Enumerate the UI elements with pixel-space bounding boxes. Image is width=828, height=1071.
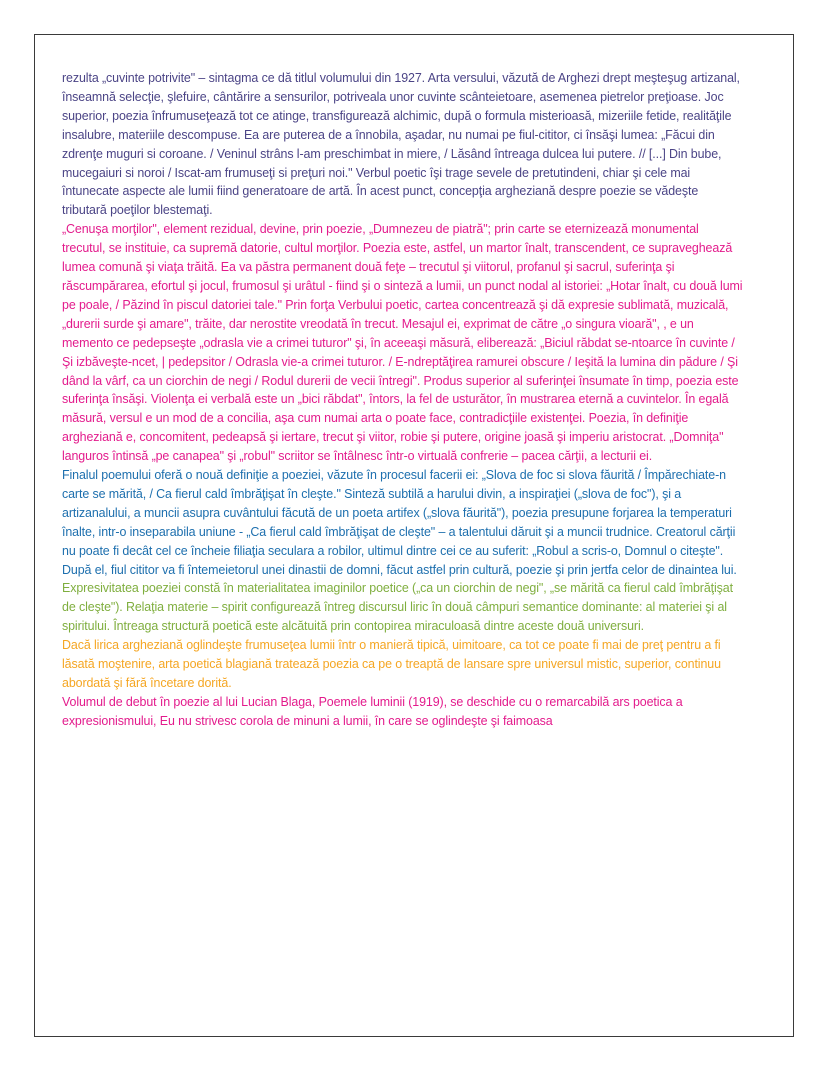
paragraph-6: Volumul de debut în poezie al lui Lucian Blaga, Poemele luminii (1919), se deschide cu o remarcabilă ars poetica a expresionismului, Eu nu strivesc corola de minuni a lumii, în care se oglindeşte şi faimoasa <box>62 694 683 728</box>
paragraph-4: Expresivitatea poeziei constă în materialitatea imaginilor poetice („ca un ciorchin de negi", „se mărită ca fierul cald îmbrăţişat de cleşte"). Relaţia materie – spirit configurează întreg discursul liric în două câmpuri semantice dominante: al materiei şi al spiritului. Întreaga structură poetică este alcătuită prin contopirea miraculoasă dintre aceste două universuri. <box>62 581 733 634</box>
document-body <box>62 69 744 731</box>
paragraph-2: „Cenuşa morţilor", element rezidual, devine, prin poezie, „Dumnezeu de piatră"; prin carte se eternizează monumental trecutul, se instituie, ca supremă datorie, cultul morţilor. Poezia este, astfel, un martor înalt, transcendent, ce supraveghează lumea comună şi viaţa trăită. Ea va păstra permanent două feţe – trecutul şi viitorul, profanul şi sacrul, suferinţa şi răscumpărarea, efortul şi jocul, frumosul şi urâtul - fiind şi o sinteză a lumii, un punct nodal al istoriei: „Hotar înalt, cu două lumi pe poale, / Păzind în piscul datoriei tale." Prin forţa Verbului poetic, cartea concentrează şi dă expresie sublimată, muzicală, „durerii surde şi amare", trăite, dar nerostite vreodată în trecut. Mesajul ei, exprimat de către „o singura vioară", , e un memento ce pedepseşte „odrasla vie a crimei tuturor" şi, în aceeaşi măsură, eliberează: „Biciul răbdat se-ntoarce în cuvinte / Şi izbăveşte-ncet, | pedepsitor / Odrasla vie-a crimei tuturor. / E-ndreptăţirea ramurei obscure / Ieşită la lumina din pădure / Şi dând la vârf, ca un ciorchin de negi / Rodul durerii de vecii întregi". Produs superior al suferinţei însumate în timp, poezia este suferinţa însăşi. Violenţa ei verbală este un „bici răbdat", întors, la fel de usturător, în mustrarea eternă a cuvintelor. În egală măsură, versul e un mod de a concilia, aşa cum numai arta o poate face, contradicţiile existenţei. Poezia, în definiţie argheziană e, concomitent, pedeapsă şi iertare, trecut şi viitor, robie şi putere, origine joasă şi imperiu aristocrat. „Domniţa" languros întinsă „pe canapea" şi „robul" scriitor se întâlnesc într-o virtuală confrerie – pacea cărţii, a lecturii ei. <box>62 222 743 464</box>
paragraph-5: Dacă lirica argheziană oglindeşte frumuseţea lumii într o manieră tipică, uimitoare, ca tot ce poate fi mai de preţ pentru a fi lăsată moştenire, arta poetică blagiană tratează poezia ca pe o treaptă de lansare spre universul mistic, superior, continuu abordată şi fără încetare dorită. <box>62 638 721 690</box>
paragraph-1: rezulta „cuvinte potrivite" – sintagma ce dă titlul volumului din 1927. Arta versului, văzută de Arghezi drept meşteşug artizanal, înseamnă selecţie, şlefuire, cântărire a sensurilor, potriveala unor cuvinte scânteietoare, asemenea pietrelor preţioase. Joc superior, poezia înfrumuseţează tot ce atinge, transfigurează alchimic, după o formula misterioasă, mizeriile fetide, realităţile insalubre, materiile descompuse. Ea are puterea de a înnobila, aşadar, nu numai pe fiul-cititor, ci însăşi lumea: „Făcui din zdrenţe muguri si coroane. / Veninul strâns l-am preschimbat in miere, / Lăsând întreaga dulcea lui putere. // [...] Din bube, mucegaiuri si noroi / Iscat-am frumuseţi si preţuri noi." Verbul poetic îşi trage sevele de pretutindeni, chiar şi cele mai întunecate aspecte ale lumii fiind generatoare de artă. În acest punct, concepţia argheziană despre poezie se vădeşte tributară poeţilor blestemaţi. <box>62 71 740 218</box>
paragraph-3: Finalul poemului oferă o nouă definiţie a poeziei, văzute în procesul facerii ei: „Slova de foc si slova făurită / Împărechiate-n carte se mărită, / Ca fierul cald îmbrăţişat în cleşte." Sinteză subtilă a harului divin, a inspiraţiei („slova de foc"), şi a artizanalului, a muncii asupra cuvântului făcută de un poeta artifex („slova făurită"), poezia presupune forjarea la temperaturi înalte, intr-o inseparabila uniune - „Ca fierul cald îmbrăţişat de cleşte" – a talentului dăruit şi a muncii trudnice. Creatorul cărţii nu poate fi decât cel ce încheie filiaţia seculara a robilor, ultimul dintre cei ce au suferit: „Robul a scris-o, Domnul o citeşte". După el, fiul cititor va fi întemeietorul unei dinastii de domni, făcut astfel prin cultură, poezie şi prin jertfa celor de dinaintea lui. <box>62 468 737 577</box>
